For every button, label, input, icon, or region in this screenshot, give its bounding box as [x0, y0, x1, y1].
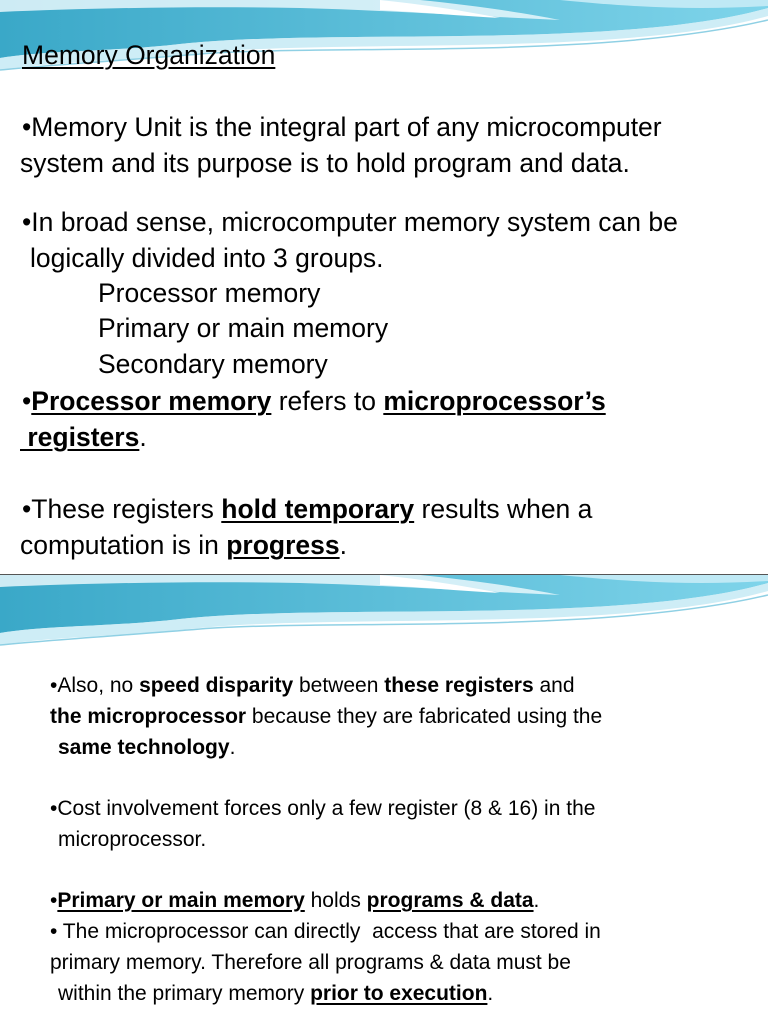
group-secondary-memory: Secondary memory	[98, 349, 328, 379]
slide-title: Memory Organization	[22, 40, 276, 70]
s2-paragraph-1-line-1: •Also, no speed disparity between these registers and	[50, 674, 575, 697]
wave-header-decoration-2	[0, 575, 768, 665]
paragraph-4-line-1: •These registers hold temporary results when a	[22, 494, 593, 524]
s2-paragraph-2-line-2: microprocessor.	[58, 828, 207, 851]
s2-paragraph-1-line-2: the microprocessor because they are fabricated using the	[50, 705, 603, 728]
s2-paragraph-4-line-3: within the primary memory prior to execution.	[58, 982, 494, 1005]
s2-paragraph-2-line-1: •Cost involvement forces only a few register (8 & 16) in the	[50, 797, 596, 820]
group-primary-memory: Primary or main memory	[98, 313, 389, 343]
s2-paragraph-3-line-1: •Primary or main memory holds programs & data.	[50, 889, 540, 912]
paragraph-1-line-1: •Memory Unit is the integral part of any microcomputer	[22, 112, 662, 142]
s2-paragraph-4-line-2: primary memory. Therefore all programs & data must be	[50, 951, 571, 974]
paragraph-3-line-2: registers.	[20, 422, 147, 452]
paragraph-1-line-2: system and its purpose is to hold program and data.	[20, 148, 630, 178]
paragraph-2-line-1: •In broad sense, microcomputer memory system can be	[22, 207, 678, 237]
paragraph-4-line-2: computation is in progress.	[20, 530, 347, 560]
paragraph-3-line-1: •Processor memory refers to microprocessor’s	[22, 386, 606, 416]
s2-paragraph-4-line-1: • The microprocessor can directly access that are stored in	[50, 920, 601, 943]
s2-paragraph-1-line-3: same technology.	[58, 736, 236, 759]
group-processor-memory: Processor memory	[98, 278, 321, 308]
slide-2	[0, 575, 768, 1024]
paragraph-2-line-2: logically divided into 3 groups.	[30, 243, 384, 273]
